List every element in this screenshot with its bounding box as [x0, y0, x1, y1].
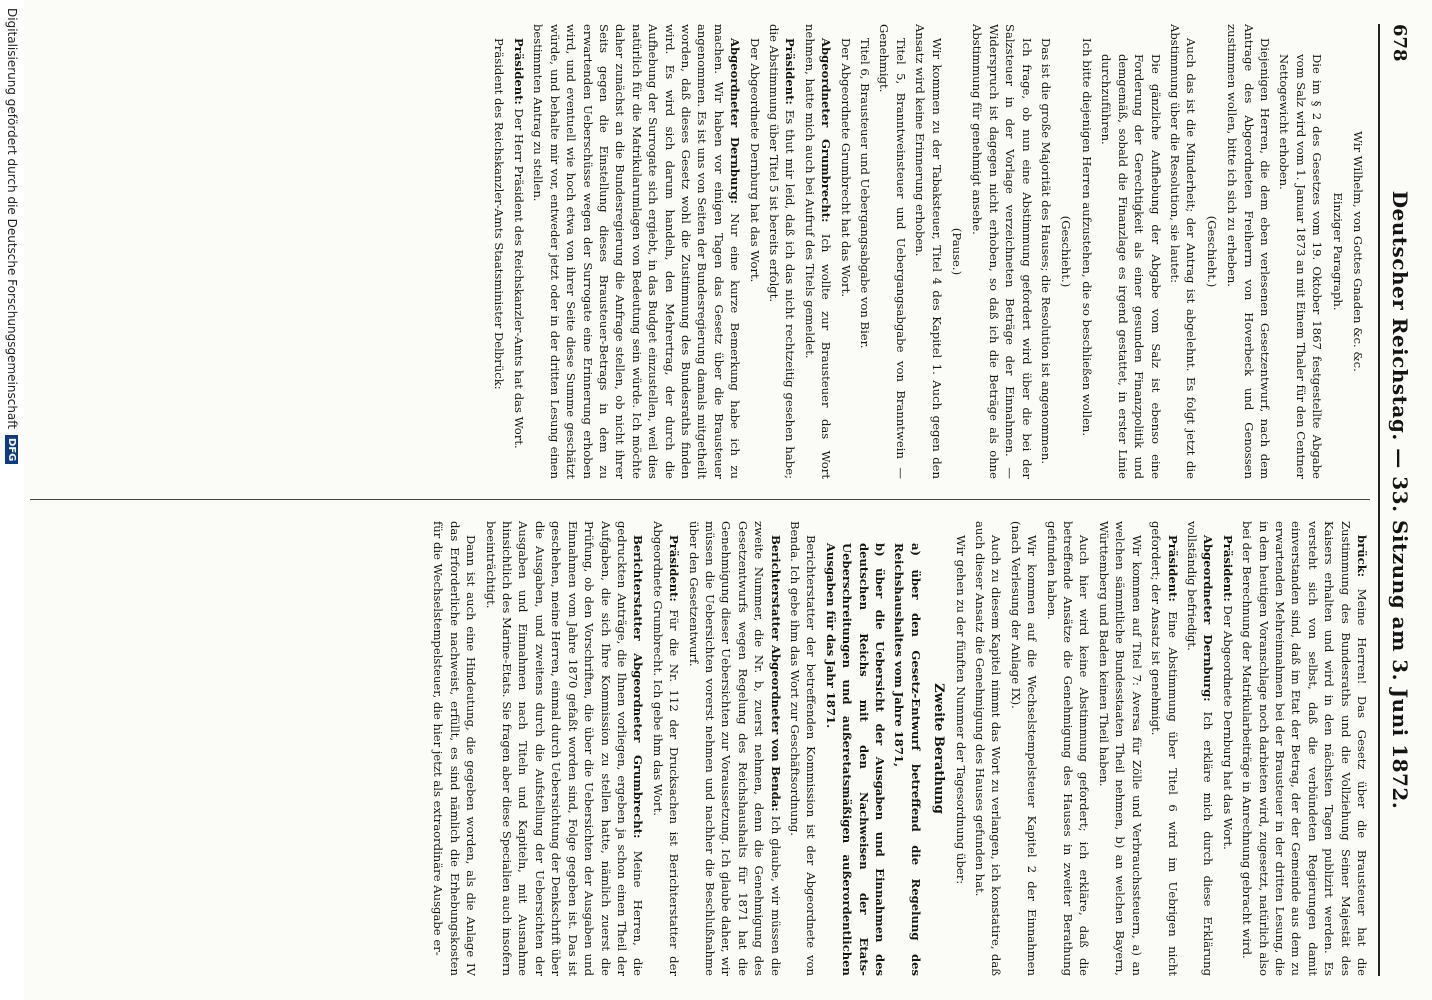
speech-text: Für die Nr. 112 der Drucksachen ist Berichterstatter der Abgeordnete Grumbrecht. Ich gebe ihm das Wort. — [650, 521, 682, 976]
paragraph: Ich bitte diejenigen Herren aufzustehen, die so beschließen wollen. — [1079, 38, 1094, 437]
section-heading: Zweite Berathung — [931, 683, 947, 814]
speaker-name: Berichterstatter Abgeordneter von Benda: — [768, 535, 783, 812]
speaker-name: Präsident: — [1165, 535, 1180, 602]
speaker-name: Abgeordneter Grumbrecht: — [819, 38, 834, 223]
credit-text: Digitalisierung gefördert durch die Deutsche Forschungsgemeinschaft — [5, 8, 19, 430]
paragraph: Wir Wilhelm, von Gottes Gnaden &c. &c. — [1351, 131, 1365, 372]
paragraph: Das ist die große Majorität des Hauses; die Resolution ist angenommen. — [1039, 38, 1054, 465]
paragraph: Titel 6, Brausteuer und Uebergangsabgabe von Bier. — [858, 38, 873, 349]
page-header-title: Deutscher Reichstag. — 33. Sitzung am 3. Juni 1872. — [1388, 190, 1412, 810]
speech-text: Meine Herren, die gedruckten Anträge, die Ihnen vorliegen, ergeben ja schon einen Theil der Aufgaben, die sich Ihre Kommission zu stellen hatte, nämlich zuerst die Prüfung, ob den Vorschriften, die über die Uebersichten der Ausgaben und Einnahmen vom Jahre 1870 gefaßt worden sind, Folge gegeben ist. Das ist geschehen, meine Herren, einmal durch Uebersichtung der Denkschrift über die Ausgaben, und zweitens durch die Aufstellung der Uebersichten der Ausgaben und Einnahmen nach Titeln und Kapiteln, mit Ausnahme hinsichtlich des Marine-Etats. Sie fragen aber diese Specialien auch insofern beeinträchtigt. — [483, 521, 646, 976]
speaker-name: Abgeordneter Dernburg: — [1201, 535, 1216, 702]
paragraph: Titel 5, Branntweinsteuer und Uebergangsabgabe von Branntwein — Genehmigt. — [877, 24, 908, 479]
right-column — [25, 521, 1370, 976]
paragraph: Ich frage, ob nun eine Abstimmung gefordert wird über die bei der Salzsteuer in der Vorlage verzeichneten Beträge der Einnahmen. — Widerspruch ist dagegen nicht erhoben, so daß ich die Beträge als ohne Abstimmung für genehmigt ansehe. — [970, 24, 1034, 479]
paragraph: Dann ist auch eine Hindeutung, die gegeben worden, als die Anlage IV das Erforderliche nachweist, erfüllt, es sind nämlich die Erhebungskosten für die Wechselstempelsteuer, die hier jetzt als extraordinäre Ausgabe er- — [431, 521, 479, 976]
speaker-name: Präsident: — [667, 535, 682, 602]
speech-text: Nur eine kurze Bemerkung habe ich zu machen. Wir haben vor einigen Tagen das Gesetz über die Brausteuer angenommen. Es ist uns von Seiten der Bundesregierung damals mitgetheilt worden, daß dieses Gesetz wohl die Zustimmung des Bundesraths finden wird. Es wird sich darum handeln, den Mehrertrag, der durch die Aufhebung der Surrogate sich ergiebt, in das Budget einzustellen, weil dies natürlich für die Matrikularumlagen von Bedeutung sein würde. Ich möchte daher zunächst an die Bundesregierung die Anfrage stellen, ob nicht ihrer Seits gegen die Einstellung dieses Brausteuer-Betrags in dem zu erwartenden Ueberschüsse wegen der Surrogate eine Erinnerung erhoben wird, und eventuell wie hoch etwa von ihrer Seite diese Summe geschätzt würde, und behalte mir vor, entweder jetzt oder in der dritten Lesung einen bestimmten Antrag zu stellen. — [531, 24, 743, 479]
running-header — [1378, 24, 1414, 976]
speech-paragraph — [1184, 521, 1217, 976]
speech-paragraph — [685, 521, 783, 976]
paragraph: Auch das ist die Minderheit; der Antrag ist abgelehnt. Es folgt jetzt die Abstimmung über die Resolution, sie lautet: — [1167, 24, 1199, 479]
speaker-name: Berichterstatter Abgeordneter Grumbrecht: — [631, 535, 646, 839]
dfg-logo-icon: DFG — [6, 435, 19, 464]
speech-paragraph — [1219, 521, 1235, 976]
speech-paragraph — [1148, 521, 1181, 976]
agenda-item-a: a) über den Gesetz-Entwurf betreffend die Regelung des Reichshaushaltes vom Jahre 1871, — [892, 543, 923, 976]
speech-paragraph — [1239, 521, 1370, 976]
speech-text: Ich erkläre mich durch diese Erklärung vollständig befriedigt. — [1184, 521, 1216, 976]
paragraph: Wir kommen zu der Tabaksteuer, Titel 4 des Kapitel 1. Auch gegen den Ansatz wird keine Erinnerung erhoben. — [913, 24, 944, 479]
column-divider — [30, 499, 1370, 500]
paragraph: Auch zu diesem Kapitel nimmt das Wort zu verlangen, ich konstatire, daß auch dieser Ansatz die Genehmigung des Hauses gefunden hat. — [973, 521, 1004, 976]
paragraph: Berichterstatter der betreffenden Kommission ist der Abgeordnete von Benda. Ich gebe ihm das Wort zur Geschäftsordnung. — [788, 521, 819, 976]
paragraph: Wir gehen zu der fünften Nummer der Tagesordnung über: — [953, 535, 968, 885]
paragraph: Diejenigen Herren, die dem eben verlesenen Gesetzentwurf, nach dem Antrage des Abgeordneten Freiherrn von Hoverbeck und Genossen zustimmen wollen, bitte ich sich zu erheben. — [1225, 24, 1272, 479]
stage-direction: (Geschieht.) — [1059, 215, 1074, 288]
speech-text: Meine Herren! Das Gesetz über die Brausteuer hat die Zustimmung des Bundesraths und die Vollziehung Seiner Majestät des Kaisers erhalten und wird in den nächsten Tagen publizirt werden. Es versteht sich von selbst, daß die verbündeten Regierungen damit einverstanden sind, daß im Etat der Betrag, der der Gemeinde aus dem zu erwartenden Mehreinnahmen bei der Brausteuer in der dritten Lesung, die in dem heutigen Voranschlage noch darbieten wird, zugesetzt, natürlich also bei der Berechnung der Matrikularbeiträge in Anrechnung gebracht wird. — [1240, 521, 1369, 976]
speech-text: Ich wollte zur Brausteuer das Wort nehmen, hatte mich auch bei Aufruf des Titels gemeldet. — [802, 24, 834, 479]
speech-text: Es thut mir leid, daß ich das nicht rechtzeitig gesehen habe; die Abstimmung über Titel 5 ist bereits erfolgt. — [767, 24, 798, 479]
stage-direction: (Pause.) — [950, 227, 965, 276]
speech-text: Eine Abstimmung über Titel 6 wird im Uebrigen nicht gefordert; der Ansatz ist genehmigt. — [1149, 521, 1180, 976]
speaker-name: Abgeordneter Dernburg: — [728, 38, 743, 204]
paragraph: Wir kommen auf die Wechselstempelsteuer Kapitel 2 der Einnahmen (nach Verlesung der Anlage IX). — [1008, 521, 1040, 976]
paragraph: Einziger Paragraph. — [1330, 192, 1345, 311]
agenda-item-b: b) über die Uebersicht der Ausgaben und Einnahmen des deutschen Reichs mit den Nachweisen der Etats-Ueberschreitungen und außeretatsmäßigen außerordentlichen Ausgaben für das Jahr 1871. — [823, 543, 888, 976]
paragraph: Wir kommen auf Titel 7: Aversa für Zölle und Verbrauchssteuern, a) an welchen sämmtliche Bundesstaaten Theil nehmen, b) an welchen Bayern, Württemberg und Baden keinen Theil haben. — [1096, 521, 1144, 976]
speaker-name: Präsident: — [783, 38, 798, 105]
speech-text: Ich glaube, wir müssen die zweite Nummer, die Nr. b, zuerst nehmen, denn die Genehmigung des Gesetzentwurfs wegen Regelung des Reichshaushalts für 1871 hat die Genehmigung dieser Uebersichten zur Voraussetzung. Ich glaube daher, wir müssen die Uebersichten vorerst nehmen und nachher die Beschlußnahme über den Gesetzentwurf. — [686, 521, 783, 976]
speaker-name: brück: — [1355, 535, 1369, 578]
speech-paragraph — [649, 521, 682, 976]
paragraph: Auch hier wird keine Abstimmung gefordert; ich erkläre, daß die betreffende Ansätze die Genehmigung des Hauses in zweiter Berathung gefunden haben. — [1044, 521, 1092, 976]
stage-direction: (Geschieht.) — [1204, 215, 1219, 288]
speaker-name: Präsident: — [1220, 535, 1235, 602]
paragraph: Präsident des Reichskanzler-Amts Staatsminister Delbrück: — [492, 38, 507, 390]
speech-text: Der Abgeordnete Dernburg hat das Wort. — [1220, 605, 1235, 850]
speaker-name: Präsident: — [511, 38, 526, 105]
speech-paragraph — [801, 24, 834, 479]
speech-paragraph — [530, 24, 743, 479]
speech-paragraph — [511, 24, 527, 479]
speech-paragraph — [766, 24, 799, 479]
digitization-credit — [0, 0, 24, 1000]
paragraph: Die im § 2 des Gesetzes vom 19. Oktober 1867 festgestellte Abgabe vom Salz wird vom 1. Januar 1873 an mit Einem Thaler für den Centner Nettogewicht erhoben. — [1277, 54, 1325, 479]
speech-text: Der Herr Präsident des Reichskanzler-Amts hat das Wort. — [511, 108, 526, 449]
paragraph: Der Abgeordnete Dernburg hat das Wort. — [747, 38, 762, 283]
paragraph: Der Abgeordnete Grumbrecht hat das Wort. — [838, 38, 853, 298]
page-number: 678 — [1389, 24, 1410, 62]
left-column — [25, 24, 1370, 479]
paragraph: Die gänzliche Aufhebung der Abgabe vom Salz ist ebenso eine Forderung der Gerechtigkeit als einer gesunden Finanzpolitik und demgemäß, sobald die Finanzlage es irgend gestattet, in erster Linie durchzuführen. — [1099, 54, 1163, 479]
speech-paragraph — [482, 521, 646, 976]
